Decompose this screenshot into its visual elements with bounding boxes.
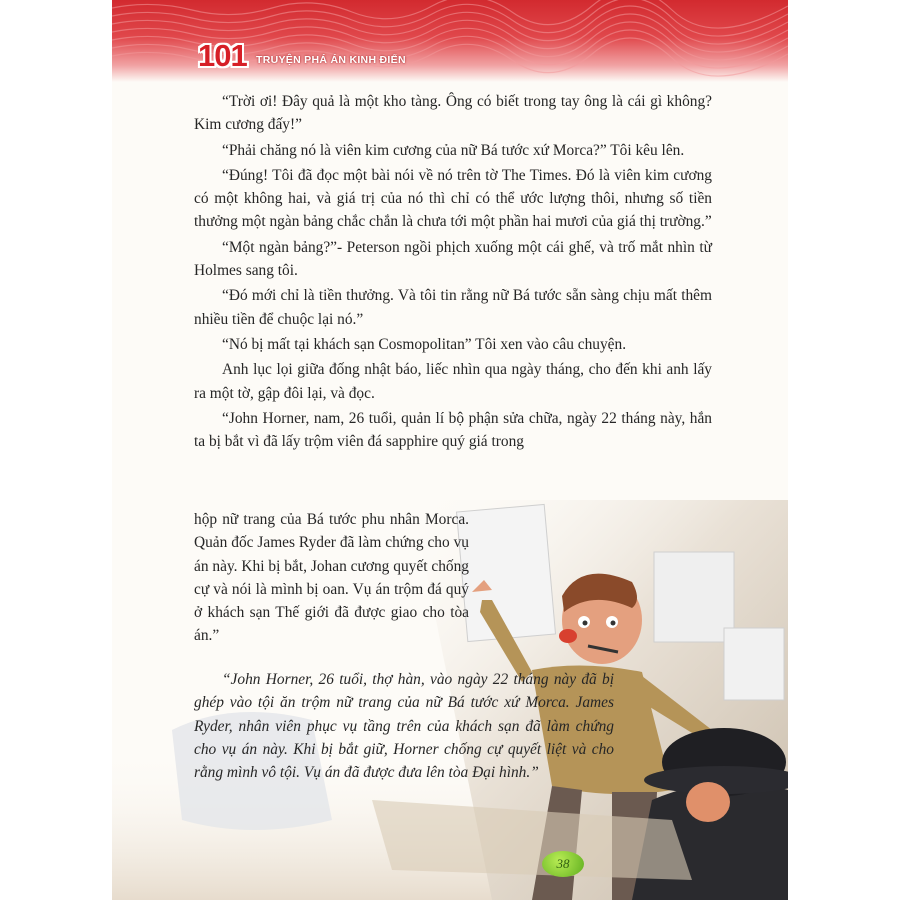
paragraph-quote-italic: “John Horner, 26 tuổi, thợ hàn, vào ngày 22 tháng này đã bị ghép vào tội ăn trộm nữ trang của nữ Bá tước xứ Morca. James Ryder, nhân viên phục vụ tầng trên của khách sạn đã làm chứng cho vụ án này. Khi bị bắt giữ, Horner chống cự quyết liệt và cho rằng mình vô tội. Vụ án đã được đưa lên tòa Đại hình.”: [194, 671, 614, 782]
paragraph-continued: hộp nữ trang của Bá tước phu nhân Morca. Quản đốc James Ryder đã làm chứng cho vụ án này. Khi bị bắt, Johan cương quyết chống cự và nói là mình bị oan. Vụ án trộm đá quý ở khách sạn Thế giới đã được giao cho tòa án.”: [194, 511, 469, 645]
paragraph: “John Horner, nam, 26 tuổi, quản lí bộ phận sửa chữa, ngày 22 tháng này, hắn ta bị bắt vì đã lấy trộm viên đá sapphire quý giá trong: [194, 409, 712, 451]
page-number: 38: [556, 856, 570, 871]
body-text-narrow: [194, 508, 712, 650]
page-number-badge: [542, 851, 584, 877]
body-text-top: [194, 90, 712, 455]
paragraph: “Đúng! Tôi đã đọc một bài nói về nó trên tờ The Times. Đó là viên kim cương có một không hai, và giá trị của nó thì chỉ có thể ước lượng thôi, nhưng số tiền thưởng một ngàn bảng chắc chắn là chưa tới một phần hai mươi của giá thị trường.”: [194, 166, 712, 231]
series-number: 101: [198, 38, 247, 73]
body-text-italic: [194, 668, 614, 786]
paragraph: “Nó bị mất tại khách sạn Cosmopolitan” Tôi xen vào câu chuyện.: [222, 335, 627, 353]
book-page: [112, 0, 788, 900]
paragraph: “Đó mới chỉ là tiền thưởng. Và tôi tin rằng nữ Bá tước sẵn sàng chịu mất thêm nhiều tiền để chuộc lại nó.”: [194, 287, 712, 328]
paragraph: “Một ngàn bảng?”- Peterson ngồi phịch xuống một cái ghế, và trố mắt nhìn từ Holmes sang tôi.: [194, 238, 712, 280]
paragraph: “Trời ơi! Đây quả là một kho tàng. Ông có biết trong tay ông là cái gì không? Kim cương đấy!”: [194, 93, 712, 134]
paragraph: Anh lục lọi giữa đống nhật báo, liếc nhìn qua ngày tháng, cho đến khi anh lấy ra một tờ, gập đôi lại, và đọc.: [194, 361, 712, 402]
series-title: TRUYỆN PHÁ ÁN KINH ĐIỂN: [256, 54, 406, 66]
paragraph: “Phải chăng nó là viên kim cương của nữ Bá tước xứ Morca?” Tôi kêu lên.: [222, 141, 685, 159]
